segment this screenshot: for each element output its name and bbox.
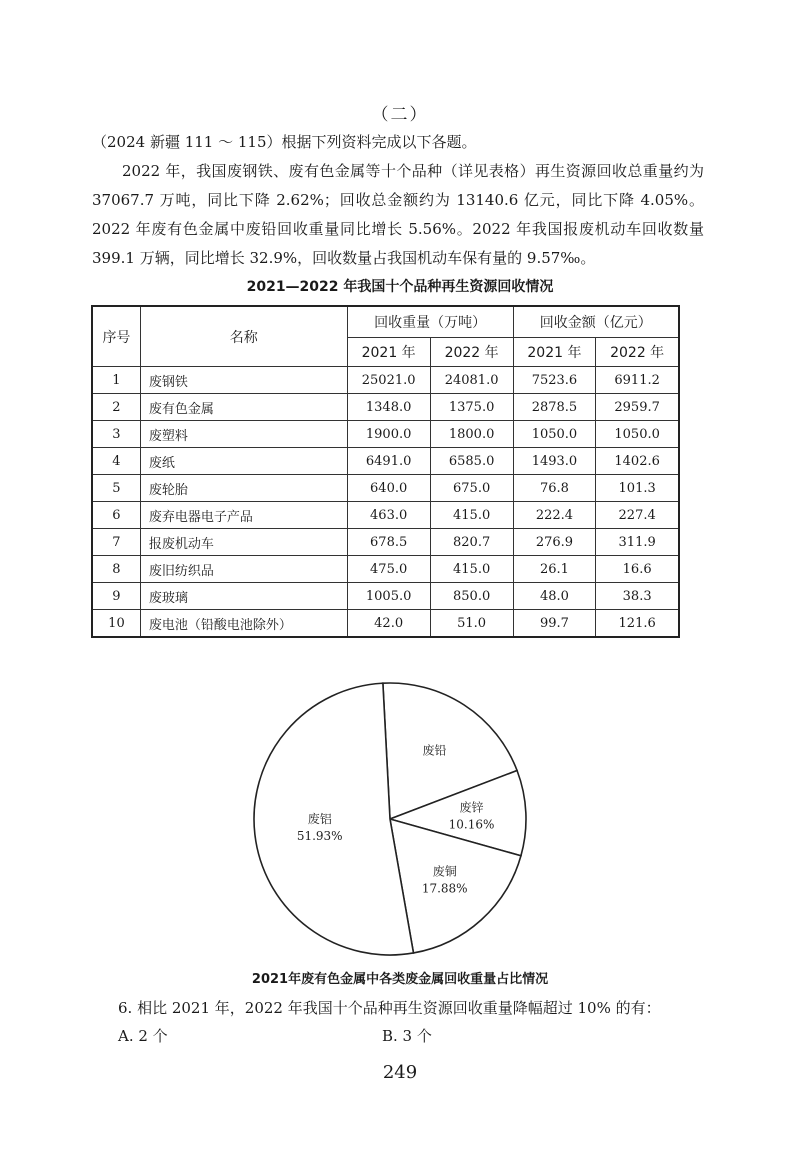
cell-amount-2022: 38.3 bbox=[596, 583, 679, 610]
cell-amount-2021: 76.8 bbox=[513, 475, 596, 502]
option-b[interactable]: B. 3 个 bbox=[382, 1027, 432, 1045]
cell-name: 废玻璃 bbox=[140, 583, 347, 610]
header-name: 名称 bbox=[140, 306, 347, 367]
pie-chart-title: 2021年废有色金属中各类废金属回收重量占比情况 bbox=[251, 972, 549, 987]
cell-weight-2021: 25021.0 bbox=[347, 367, 430, 394]
table-row bbox=[92, 502, 679, 529]
cell-no: 10 bbox=[92, 610, 140, 638]
cell-name: 废弃电器电子产品 bbox=[140, 502, 347, 529]
cell-amount-2022: 1050.0 bbox=[596, 421, 679, 448]
cell-no: 4 bbox=[92, 448, 140, 475]
cell-no: 9 bbox=[92, 583, 140, 610]
cell-name: 废钢铁 bbox=[140, 367, 347, 394]
header-amount-2021: 2021 年 bbox=[513, 338, 596, 367]
table-title: 2021—2022 年我国十个品种再生资源回收情况 bbox=[246, 279, 554, 295]
cell-weight-2022: 1375.0 bbox=[430, 394, 513, 421]
recycling-table bbox=[91, 305, 680, 638]
table-row bbox=[92, 367, 679, 394]
option-a[interactable]: A. 2 个 bbox=[118, 1027, 168, 1045]
cell-amount-2021: 2878.5 bbox=[513, 394, 596, 421]
cell-amount-2021: 276.9 bbox=[513, 529, 596, 556]
cell-name: 废有色金属 bbox=[140, 394, 347, 421]
cell-weight-2021: 463.0 bbox=[347, 502, 430, 529]
pie-label: 废铝 bbox=[307, 812, 332, 826]
cell-weight-2022: 850.0 bbox=[430, 583, 513, 610]
cell-amount-2021: 7523.6 bbox=[513, 367, 596, 394]
cell-amount-2021: 1493.0 bbox=[513, 448, 596, 475]
cell-weight-2022: 415.0 bbox=[430, 556, 513, 583]
cell-no: 3 bbox=[92, 421, 140, 448]
cell-weight-2021: 1900.0 bbox=[347, 421, 430, 448]
cell-weight-2021: 640.0 bbox=[347, 475, 430, 502]
table-row bbox=[92, 421, 679, 448]
table-row bbox=[92, 394, 679, 421]
cell-weight-2022: 415.0 bbox=[430, 502, 513, 529]
question-text: 6. 相比 2021 年，2022 年我国十个品种再生资源回收重量降幅超过 10% 的有： bbox=[118, 999, 661, 1017]
cell-amount-2022: 16.6 bbox=[596, 556, 679, 583]
cell-weight-2021: 475.0 bbox=[347, 556, 430, 583]
pie-chart-container bbox=[240, 682, 540, 962]
cell-amount-2022: 227.4 bbox=[596, 502, 679, 529]
cell-weight-2022: 1800.0 bbox=[430, 421, 513, 448]
cell-weight-2021: 1005.0 bbox=[347, 583, 430, 610]
table-row bbox=[92, 610, 679, 638]
cell-weight-2021: 42.0 bbox=[347, 610, 430, 638]
cell-weight-2021: 6491.0 bbox=[347, 448, 430, 475]
cell-amount-2021: 99.7 bbox=[513, 610, 596, 638]
header-no: 序号 bbox=[92, 306, 140, 367]
cell-weight-2022: 51.0 bbox=[430, 610, 513, 638]
cell-amount-2021: 48.0 bbox=[513, 583, 596, 610]
cell-amount-2021: 1050.0 bbox=[513, 421, 596, 448]
pie-label: 废锌 bbox=[459, 800, 484, 815]
cell-name: 废纸 bbox=[140, 448, 347, 475]
cell-weight-2021: 678.5 bbox=[347, 529, 430, 556]
header-amount-2022: 2022 年 bbox=[596, 338, 679, 367]
cell-amount-2022: 311.9 bbox=[596, 529, 679, 556]
cell-amount-2022: 101.3 bbox=[596, 475, 679, 502]
table-row bbox=[92, 529, 679, 556]
pie-label: 废铜 bbox=[432, 864, 457, 879]
cell-no: 1 bbox=[92, 367, 140, 394]
header-weight-group: 回收重量（万吨） bbox=[347, 306, 513, 338]
cell-no: 6 bbox=[92, 502, 140, 529]
table-row bbox=[92, 448, 679, 475]
cell-weight-2022: 24081.0 bbox=[430, 367, 513, 394]
cell-amount-2022: 2959.7 bbox=[596, 394, 679, 421]
table-row bbox=[92, 583, 679, 610]
cell-amount-2022: 121.6 bbox=[596, 610, 679, 638]
pie-value-label: 51.93% bbox=[296, 829, 343, 843]
cell-weight-2022: 675.0 bbox=[430, 475, 513, 502]
page-number: 249 bbox=[382, 1062, 418, 1083]
cell-name: 报废机动车 bbox=[140, 529, 347, 556]
cell-no: 2 bbox=[92, 394, 140, 421]
cell-name: 废旧纺织品 bbox=[140, 556, 347, 583]
cell-no: 8 bbox=[92, 556, 140, 583]
intro-line: （2024 新疆 111 ～ 115）根据下列资料完成以下各题。 bbox=[92, 133, 477, 151]
cell-weight-2021: 1348.0 bbox=[347, 394, 430, 421]
cell-no: 7 bbox=[92, 529, 140, 556]
pie-label: 废铅 bbox=[422, 743, 447, 758]
header-weight-2021: 2021 年 bbox=[347, 338, 430, 367]
header-weight-2022: 2022 年 bbox=[430, 338, 513, 367]
pie-value-label: 10.16% bbox=[448, 817, 495, 832]
cell-name: 废电池（铅酸电池除外） bbox=[140, 610, 347, 638]
section-title: （二） bbox=[371, 105, 429, 125]
pie-value-label: 17.88% bbox=[421, 881, 468, 896]
cell-name: 废塑料 bbox=[140, 421, 347, 448]
cell-no: 5 bbox=[92, 475, 140, 502]
pie-chart bbox=[240, 682, 540, 962]
material-paragraph: 2022 年，我国废钢铁、废有色金属等十个品种（详见表格）再生资源回收总重量约为 37067.7 万吨，同比下降 2.62%；回收总金额约为 13140.6 亿元，同比下降 4.05%。2022 年废有色金属中废铅回收重量同比增长 5.56%。2022 年我国报废机动车回收数量 399.1 万辆，同比增长 32.9%，回收数量占我国机动车保有量的 9.57‰。 bbox=[92, 162, 704, 267]
cell-name: 废轮胎 bbox=[140, 475, 347, 502]
cell-amount-2022: 1402.6 bbox=[596, 448, 679, 475]
header-amount-group: 回收金额（亿元） bbox=[513, 306, 679, 338]
cell-amount-2021: 26.1 bbox=[513, 556, 596, 583]
cell-weight-2022: 820.7 bbox=[430, 529, 513, 556]
cell-amount-2021: 222.4 bbox=[513, 502, 596, 529]
table-row bbox=[92, 475, 679, 502]
cell-amount-2022: 6911.2 bbox=[596, 367, 679, 394]
cell-weight-2022: 6585.0 bbox=[430, 448, 513, 475]
table-row bbox=[92, 556, 679, 583]
